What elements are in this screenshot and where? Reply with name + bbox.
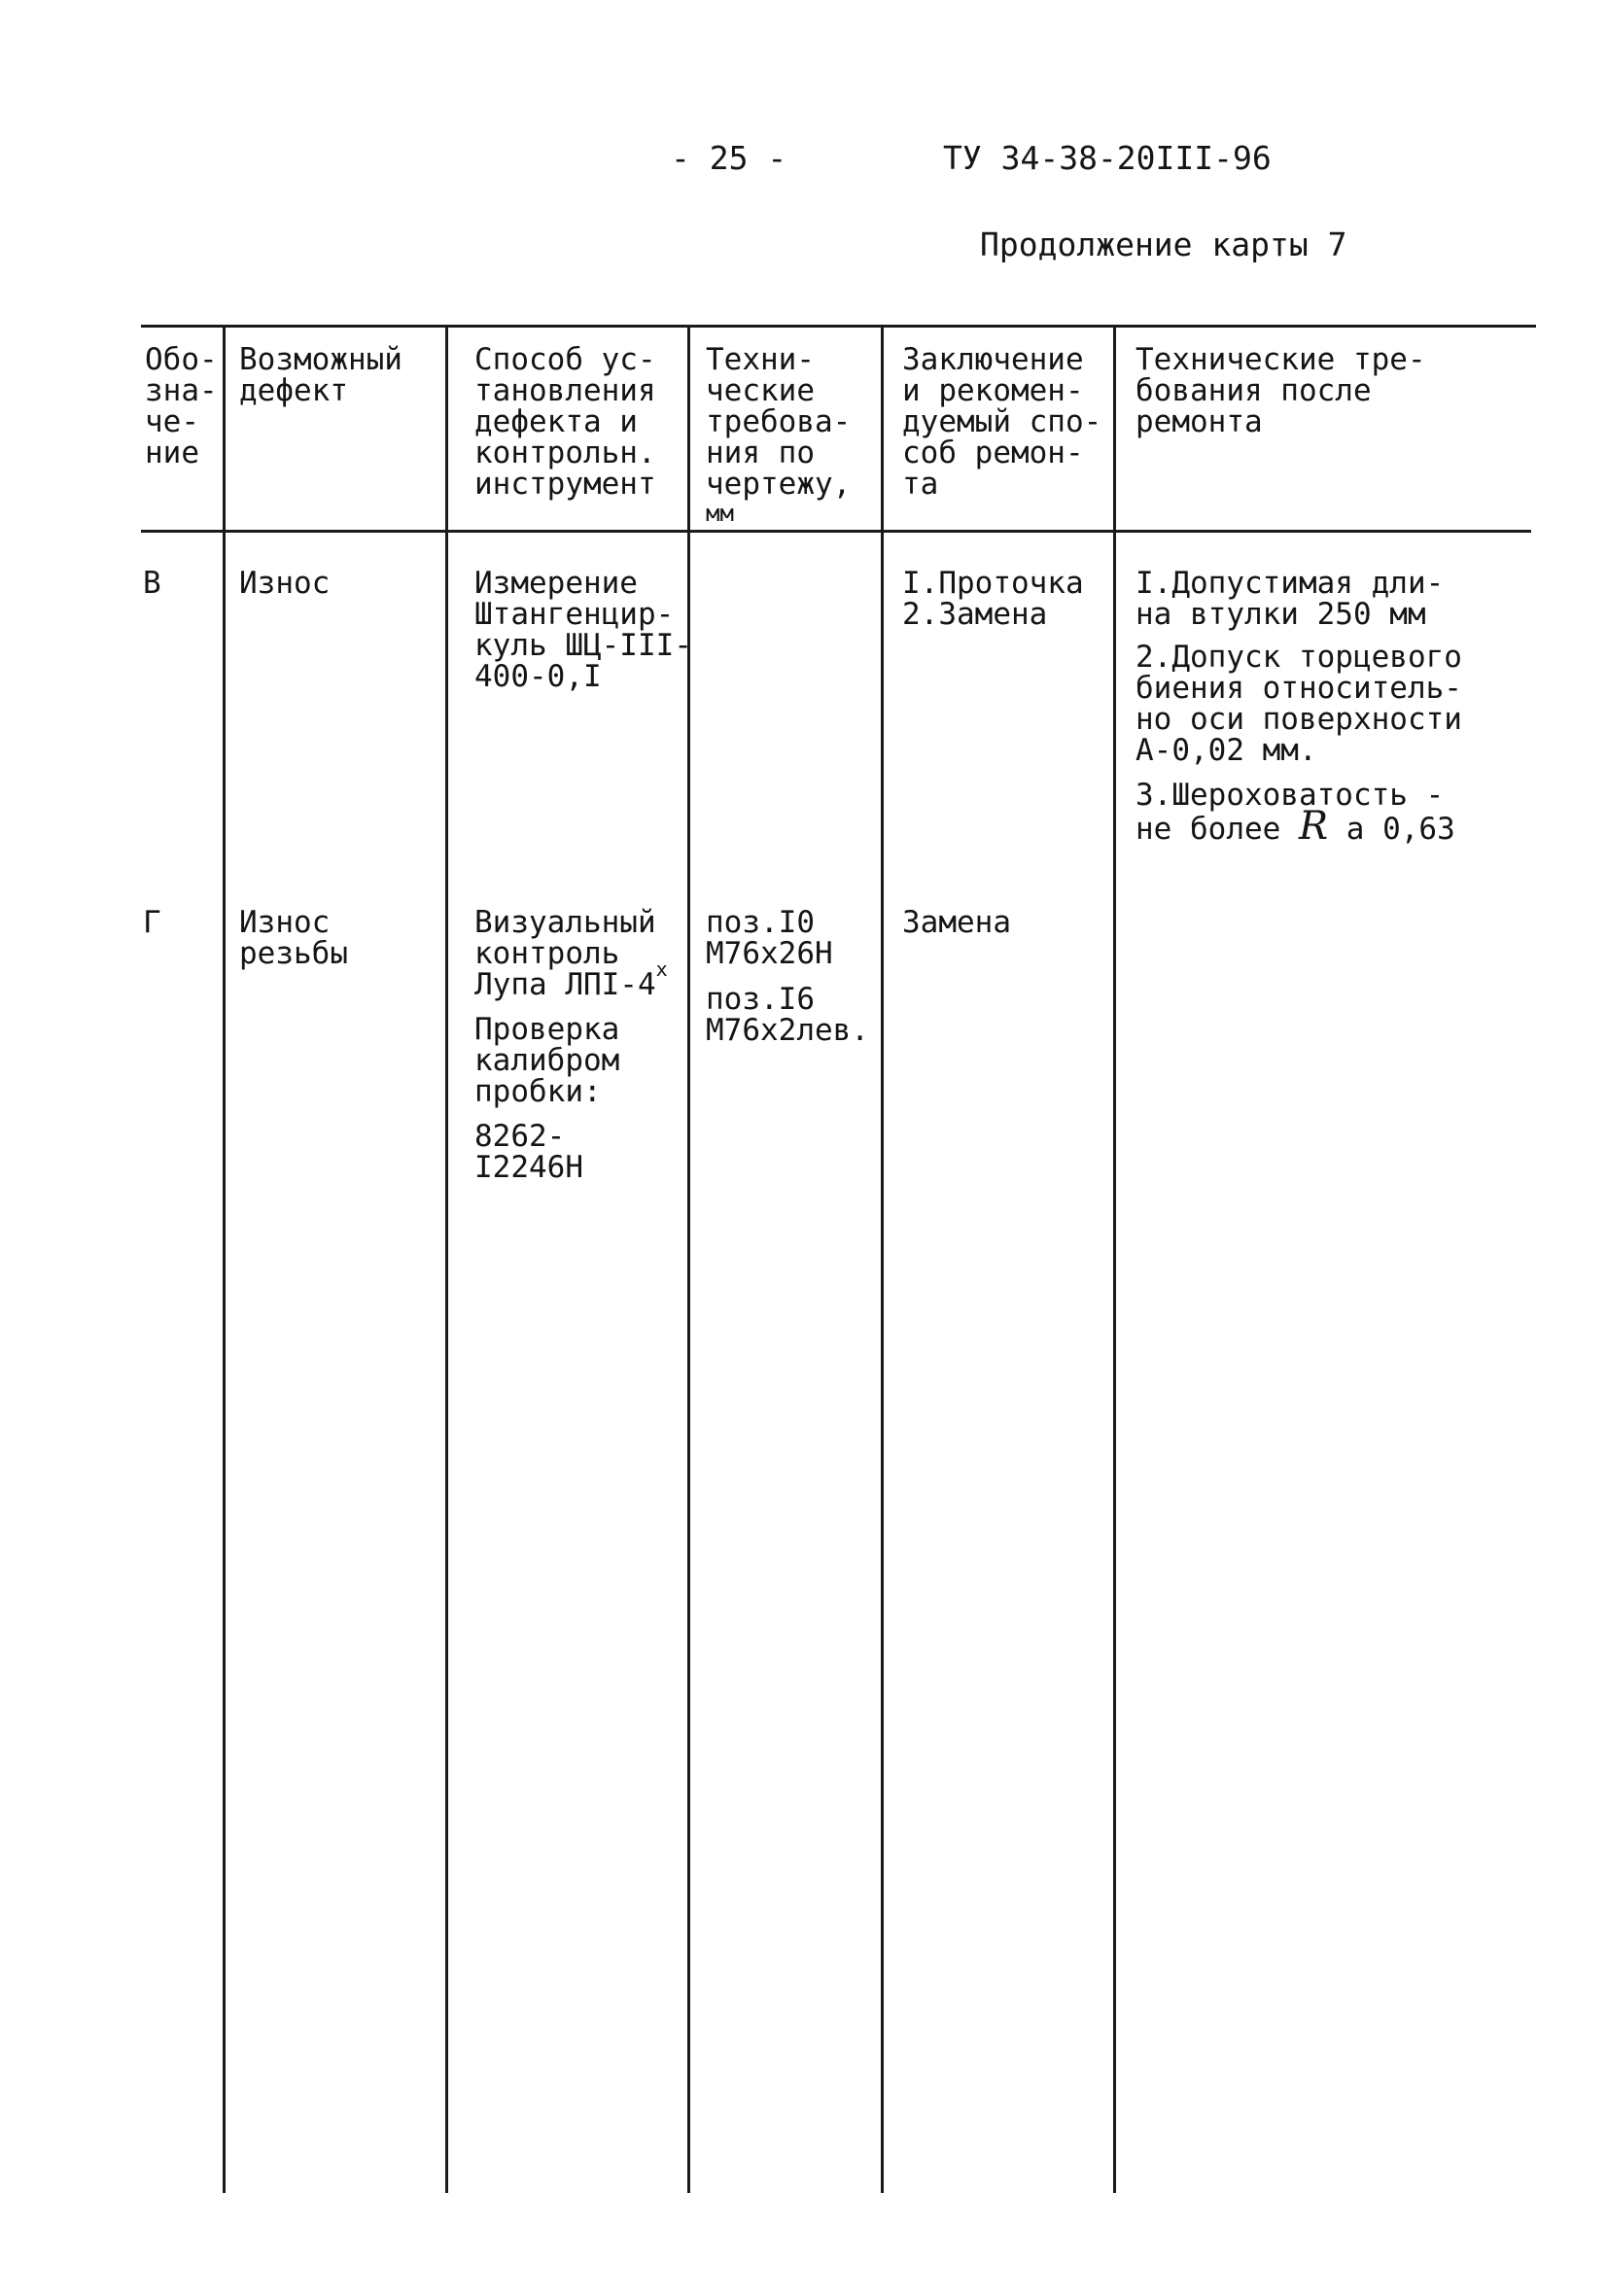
row-drawing-req-2 [706, 984, 869, 1046]
header-line: та [902, 467, 939, 502]
header-line: тановления [474, 373, 656, 408]
row-conclusion [902, 907, 1011, 938]
cell-line: Проверка [474, 1012, 620, 1047]
cell-line: контроль [474, 936, 620, 971]
header-line: дефекта и [474, 404, 638, 439]
cell-line: куль ШЦ-III- [474, 628, 692, 663]
header-method [474, 344, 656, 500]
magnifier-superscript: х [655, 957, 668, 981]
cell-line: М76х2лев. [706, 1013, 869, 1048]
roughness-symbol: R [1298, 804, 1329, 849]
row-method [474, 568, 692, 692]
row-designation: Г [143, 905, 161, 940]
cell-line: поз.I6 [706, 982, 815, 1017]
header-line: ремонта [1135, 404, 1263, 439]
column-divider-4 [881, 327, 884, 2193]
magnifier-label: Лупа ЛПI-4 [474, 967, 656, 1002]
header-after-repair [1135, 344, 1426, 437]
cell-line: 2.Допуск торцевого [1135, 640, 1462, 675]
row-after-repair-item-1 [1135, 568, 1444, 630]
header-line: Обо- [145, 342, 218, 377]
header-line: Технические тре- [1135, 342, 1426, 377]
document-code: ТУ 34-38-20III-96 [943, 139, 1272, 177]
cell-line: М76х26Н [706, 936, 833, 971]
header-defect [239, 344, 402, 406]
cell-line: 400-0,I [474, 659, 602, 694]
header-line: зна- [145, 373, 218, 408]
cell-line: калибром [474, 1043, 620, 1078]
header-line: Возможный [239, 342, 402, 377]
row-drawing-req-1 [706, 907, 833, 969]
cell-line: 3.Шероховатость - [1135, 778, 1445, 813]
row-method-gauge-code [474, 1121, 583, 1183]
cell-line: биения относитель- [1135, 671, 1462, 706]
header-line: ческие [706, 373, 815, 408]
row-method-visual [474, 907, 668, 1000]
cell-line: резьбы [239, 936, 348, 971]
cell-line: I2246Н [474, 1150, 583, 1185]
cell-line: Измерение [474, 566, 638, 601]
header-drawing-requirements [706, 344, 851, 527]
header-conclusion [902, 344, 1101, 500]
header-line: бования после [1135, 373, 1372, 408]
cell-line: I.Допустимая дли- [1135, 566, 1445, 601]
header-line: контрольн. [474, 435, 656, 470]
header-line: Способ ус- [474, 342, 656, 377]
header-line: Техни- [706, 342, 815, 377]
row-defect [239, 568, 330, 599]
magnifier-line [474, 957, 668, 1002]
header-designation [145, 344, 218, 469]
header-bottom-rule [141, 530, 1531, 533]
header-line: ния по [706, 435, 815, 470]
cell-line: на втулки 250 мм [1135, 597, 1426, 632]
row-after-repair-item-2 [1135, 642, 1462, 766]
header-line: ние [145, 435, 199, 470]
header-line: инструмент [474, 467, 656, 502]
page-number: - 25 - [671, 139, 787, 177]
header-line: мм [706, 500, 734, 527]
row-method-gauge [474, 1014, 619, 1107]
cell-line: А-0,02 мм. [1135, 733, 1317, 768]
header-line: Заключение [902, 342, 1084, 377]
row-designation: В [143, 566, 161, 601]
header-line: и рекомен- [902, 373, 1084, 408]
roughness-line [1135, 804, 1455, 849]
cell-line: Замена [902, 905, 1011, 940]
column-divider-1 [223, 327, 226, 2193]
cell-line: 2.Замена [902, 597, 1048, 632]
column-divider-2 [445, 327, 448, 2193]
header-line: дефект [239, 373, 348, 408]
row-after-repair-item-3 [1135, 778, 1455, 849]
cell-line: Штангенцир- [474, 597, 675, 632]
continuation-title: Продолжение карты 7 [980, 226, 1347, 263]
header-line: чертежу, [706, 467, 852, 502]
cell-line: но оси поверхности [1135, 702, 1462, 737]
header-line: че- [145, 404, 199, 439]
table-top-rule [141, 325, 1536, 328]
cell-line: Визуальный [474, 905, 656, 940]
row-defect [239, 907, 348, 969]
roughness-prefix: не более [1135, 812, 1281, 847]
cell-line: I.Проточка [902, 566, 1084, 601]
header-line: дуемый спо- [902, 404, 1102, 439]
cell-line: пробки: [474, 1074, 602, 1109]
header-line: требова- [706, 404, 852, 439]
header-line: соб ремон- [902, 435, 1084, 470]
cell-line: Износ [239, 566, 331, 601]
cell-line: Износ [239, 905, 331, 940]
row-conclusion [902, 568, 1084, 630]
column-divider-5 [1113, 327, 1116, 2193]
roughness-value: а 0,63 [1345, 812, 1455, 847]
cell-line: поз.I0 [706, 905, 815, 940]
cell-line: 8262- [474, 1119, 566, 1154]
